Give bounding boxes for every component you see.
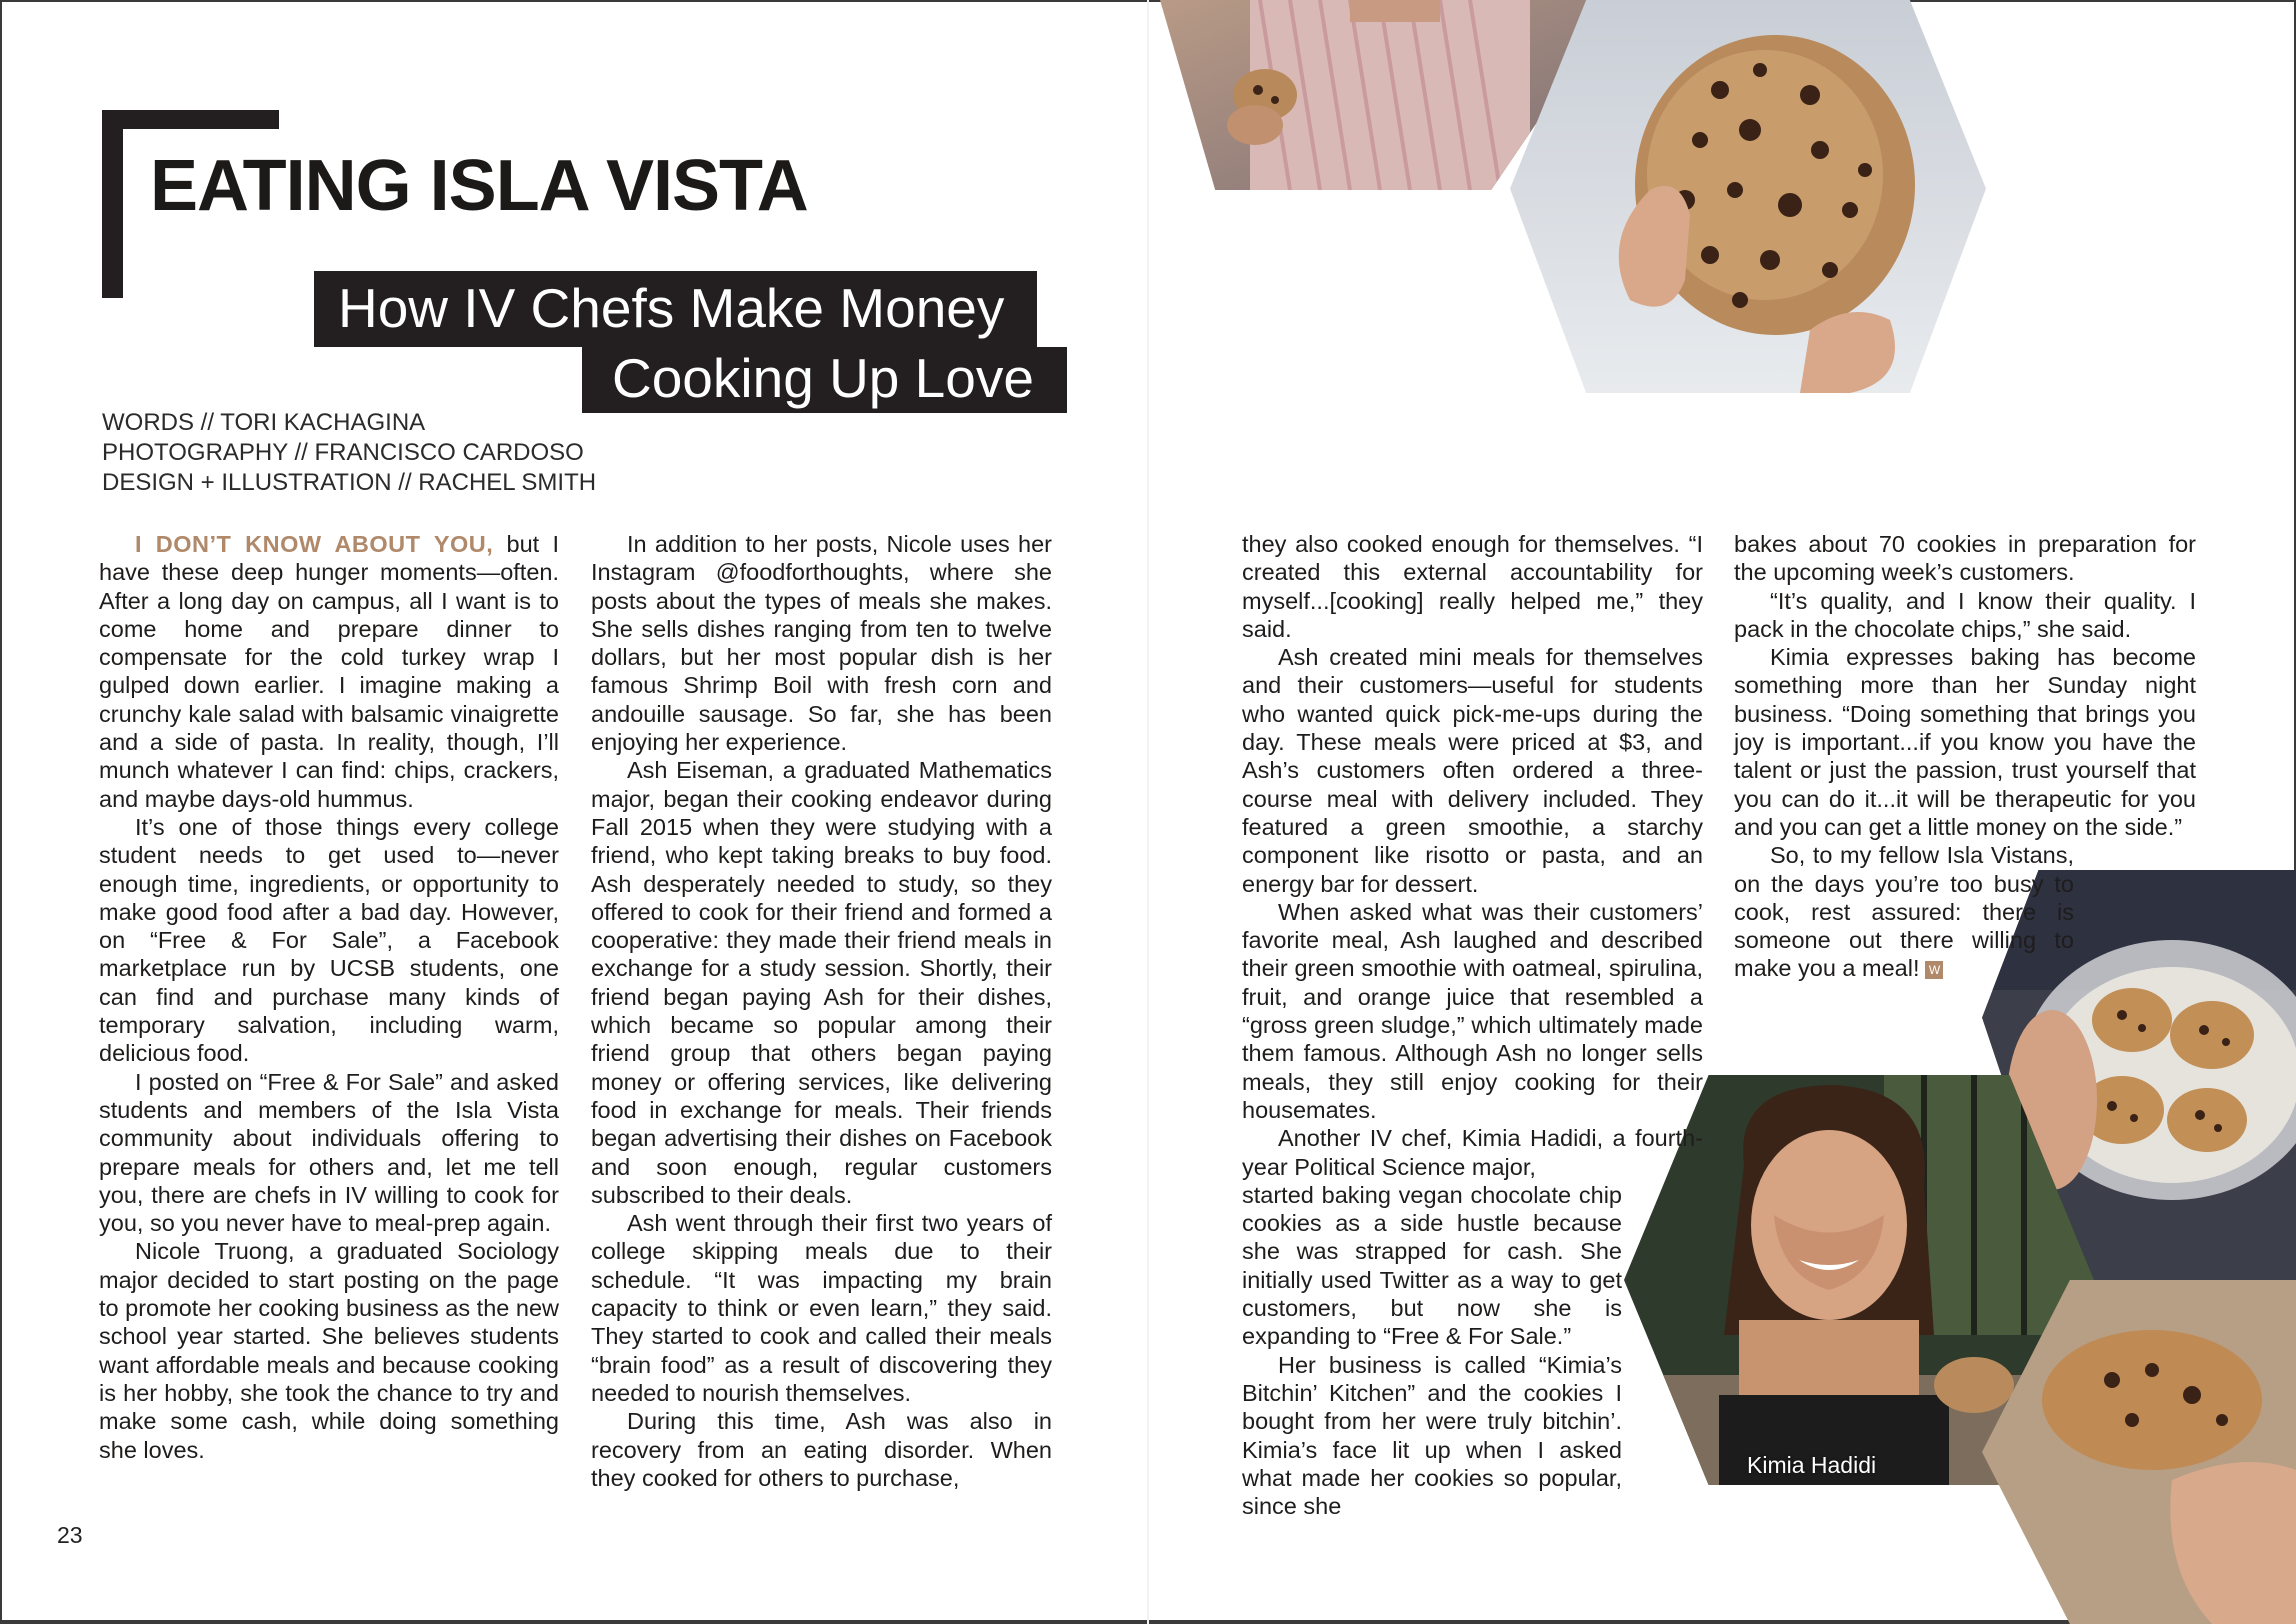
lead-in-text: I DON’T KNOW ABOUT YOU,: [135, 531, 494, 557]
article-paragraph: When asked what was their customers’ favorite meal, Ash laughed and described their green smoothie with oatmeal, spirulina, fruit, and orange juice that resembled a “gross green sludge,” which ultimately made them famous. Although Ash no longer sells meals, they still enjoy cooking for their housemates.: [1242, 898, 1703, 1123]
article-paragraph: Kimia expresses baking has become something more than her Sunday night business. “Doing something that brings you joy is important...if you know you have the talent or just the passion, trust yourself that you can do it...it will be therapeutic for you and you can get a little money on the side.”: [1734, 644, 2196, 840]
article-paragraph: bakes about 70 cookies in preparation for the upcoming week’s customers.: [1734, 531, 2196, 586]
article-paragraph-closing: So, to my fellow Isla Vistans, on the days you’re too busy to cook, rest assured: there is someone out there willing to make you a meal! W: [1734, 842, 2074, 982]
article-paragraph: “It’s quality, and I know their quality. I pack in the chocolate chips,” she said.: [1734, 587, 2196, 642]
article-paragraph: Ash Eiseman, a graduated Mathematics major, began their cooking endeavor during Fall 2015 when they were studying with a friend, who kept taking breaks to buy food. Ash desperately needed to study, so they offered to cook for their friend and formed a cooperative: they made their friend meals in exchange for a study session. Shortly, their friend began paying Ash for their dishes, which became so popular among their friend group that others began paying money or offering services, like delivering food in exchange for meals. Their friends began advertising their dishes on Facebook and soon enough, regular customers subscribed to their deals.: [591, 757, 1052, 1208]
article-column-3: [1242, 530, 1703, 1520]
credit-design: DESIGN + ILLUSTRATION // RACHEL SMITH: [102, 469, 597, 496]
article-subtitle-line-1: How IV Chefs Make Money: [314, 271, 1037, 347]
article-paragraph: Her business is called “Kimia’s Bitchin’ Kitchen” and the cookies I bought from her were truly bitchin’. Kimia’s face lit up when I asked what made her cookies so popular, since she: [1242, 1351, 1622, 1520]
photo-caption-kimia: Kimia Hadidi: [1747, 1452, 1877, 1478]
article-paragraph: started baking vegan chocolate chip cookies as a side hustle because she was strapped for cash. She initially used Twitter as a way to get customers, but now she is expanding to “Free & For Sale.”: [1242, 1181, 1622, 1350]
article-column-4: [1734, 530, 2196, 983]
article-paragraph: Another IV chef, Kimia Hadidi, a fourth-year Political Science major,: [1242, 1125, 1703, 1180]
article-paragraph: It’s one of those things every college student needs to get used to—never enough time, ingredients, or opportunity to make good food after a bad day. However, on “Free & For Sale”, a Facebook marketplace run by UCSB students, one can find and purchase many kinds of temporary salvation, including warm, delicious food.: [99, 813, 559, 1067]
page-number: 23: [57, 1522, 83, 1548]
article-paragraph: they also cooked enough for themselves. “I created this external accountability for myself...[cooking] really helped me,” they said.: [1242, 531, 1703, 642]
article-paragraph: I posted on “Free & For Sale” and asked students and members of the Isla Vista community about individuals offering to prepare meals for others and, let me tell you, there are chefs in IV willing to cook for you, so you never have to meal-prep again.: [99, 1068, 559, 1237]
article-subtitle-line-2: Cooking Up Love: [582, 347, 1067, 413]
page-spine: [1147, 0, 1149, 1624]
article-paragraph: Nicole Truong, a graduated Sociology major decided to start posting on the page to promote her cooking business as the new school year started. She believes students want affordable meals and because cooking is her hobby, she took the chance to try and make some cash, while doing something she loves.: [99, 1238, 559, 1463]
credits: [102, 408, 596, 498]
credit-photography: PHOTOGRAPHY // FRANCISCO CARDOSO: [102, 439, 584, 466]
credit-words: WORDS // TORI KACHAGINA: [102, 409, 426, 436]
article-paragraph: I DON’T KNOW ABOUT YOU, but I have these deep hunger moments—often. After a long day on campus, all I want is to come home and prepare dinner to compensate for the cold turkey wrap I gulped down earlier. I imagine making a crunchy kale salad with balsamic vinaigrette and a side of pasta. In reality, though, I’ll munch whatever I can find: chips, crackers, and maybe days-old hummus.: [99, 531, 559, 812]
article-paragraph: Ash created mini meals for themselves and their customers—useful for students who wanted quick pick-me-ups during the day. These meals were priced at $3, and Ash’s customers often ordered a three-course meal with delivery included. They featured a green smoothie, a starchy component like risotto or pasta, and an energy bar for dessert.: [1242, 644, 1703, 897]
article-paragraph: During this time, Ash was also in recovery from an eating disorder. When they cooked for others to purchase,: [591, 1408, 1052, 1491]
title-bracket: [102, 110, 279, 129]
article-paragraph: In addition to her posts, Nicole uses her Instagram @foodforthoughts, where she posts about the types of meals she makes. She sells dishes ranging from ten to twelve dollars, but her most popular dish is her famous Shrimp Boil with fresh corn and andouille sausage. So far, she has been enjoying her experience.: [591, 531, 1052, 756]
article-column-2: [591, 530, 1052, 1492]
end-mark-icon: W: [1925, 961, 1943, 979]
photo-cookie-closeup: [1510, 0, 1986, 393]
article-paragraph: Ash went through their first two years of college skipping meals due to their schedule. “It was impacting my brain capacity to think or even learn,” they said. They started to cook and called their meals “brain food” as a result of discovering they needed to nourish themselves.: [591, 1210, 1052, 1406]
article-column-1: [99, 530, 559, 1464]
title-bracket-vertical: [102, 110, 123, 298]
article-title: EATING ISLA VISTA: [150, 146, 808, 226]
